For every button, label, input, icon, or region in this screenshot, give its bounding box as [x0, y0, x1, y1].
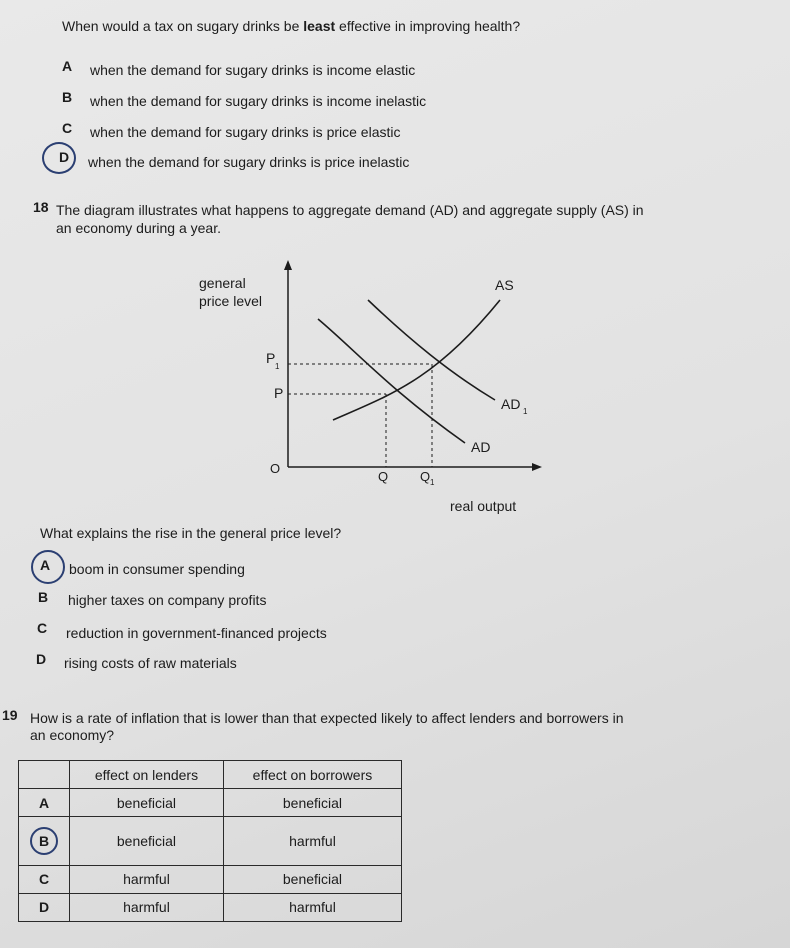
table-row[interactable] — [19, 865, 402, 893]
q17-option-d-letter[interactable]: D — [59, 149, 70, 165]
q18-option-b-text[interactable]: higher taxes on company profits — [68, 592, 267, 608]
table-row[interactable] — [19, 893, 402, 921]
q18-stem-line1: The diagram illustrates what happens to aggregate demand (AD) and aggregate supply (AS) in — [56, 202, 644, 218]
q17-option-b-letter[interactable]: B — [62, 89, 73, 105]
q18-option-c-text[interactable]: reduction in government-financed projects — [66, 625, 327, 641]
q18-option-b-letter[interactable]: B — [38, 589, 49, 605]
q17-option-a-text[interactable]: when the demand for sugary drinks is income elastic — [90, 62, 416, 78]
table-header-borrowers: effect on borrowers — [223, 761, 401, 789]
q19-stem-line2: an economy? — [30, 727, 115, 743]
row-letter[interactable]: C — [19, 865, 70, 893]
q18-option-c-letter[interactable]: C — [37, 620, 48, 636]
row-letter[interactable]: D — [19, 893, 70, 921]
row-lenders: harmful — [70, 865, 224, 893]
q18-option-a-letter[interactable]: A — [40, 557, 51, 573]
p1-label: P — [266, 350, 276, 366]
x-axis-arrowhead — [532, 463, 542, 471]
q17-option-b-text[interactable]: when the demand for sugary drinks is income inelastic — [90, 93, 427, 109]
table-header-corner — [19, 761, 70, 789]
p-label: P — [274, 385, 284, 401]
ad1-subscript: 1 — [523, 407, 528, 416]
row-lenders: harmful — [70, 893, 224, 921]
q19-answer-circle[interactable]: B — [30, 827, 58, 855]
row-lenders: beneficial — [70, 817, 224, 865]
q18-option-d-text[interactable]: rising costs of raw materials — [64, 655, 237, 671]
row-lenders: beneficial — [70, 789, 224, 817]
table-row[interactable] — [19, 789, 402, 817]
ad-as-diagram — [190, 255, 550, 520]
row-borrowers: beneficial — [223, 865, 401, 893]
q17-option-c-text[interactable]: when the demand for sugary drinks is price elastic — [90, 124, 401, 140]
q17-option-c-letter[interactable]: C — [62, 120, 73, 136]
y-axis-label-line2: price level — [199, 293, 263, 309]
row-letter[interactable] — [19, 817, 70, 865]
q18-option-d-letter[interactable]: D — [36, 651, 47, 667]
x-axis-label: real output — [450, 498, 517, 514]
q19-number: 19 — [2, 707, 18, 723]
q-label: Q — [378, 469, 389, 484]
row-borrowers: harmful — [223, 893, 401, 921]
y-axis-label-line1: general — [199, 275, 246, 291]
as-curve — [333, 300, 500, 420]
ad-curve — [318, 319, 465, 443]
ad1-label: AD — [501, 396, 521, 412]
p1-subscript: 1 — [275, 362, 280, 371]
q1-label: Q — [420, 469, 431, 484]
q17-option-d-text[interactable]: when the demand for sugary drinks is price inelastic — [88, 154, 410, 170]
row-letter[interactable]: A — [19, 789, 70, 817]
q17-stem: When would a tax on sugary drinks be least effective in improving health? — [62, 18, 521, 34]
q18-option-a-text[interactable]: boom in consumer spending — [69, 561, 245, 577]
table-row[interactable] — [19, 817, 402, 865]
y-axis-arrowhead — [284, 260, 292, 270]
q17-option-a-letter[interactable]: A — [62, 58, 73, 74]
table-header-row — [19, 761, 402, 789]
row-borrowers: harmful — [223, 817, 401, 865]
q19-stem-line1: How is a rate of inflation that is lower than that expected likely to affect lenders and borrowers in — [30, 710, 624, 726]
as-label: AS — [495, 277, 514, 293]
origin-label: O — [270, 461, 281, 476]
row-borrowers: beneficial — [223, 789, 401, 817]
q1-subscript: 1 — [430, 478, 435, 487]
q18-stem-line2: an economy during a year. — [56, 220, 221, 236]
q18-question: What explains the rise in the general price level? — [40, 525, 342, 541]
ad-label: AD — [471, 439, 491, 455]
table-header-lenders: effect on lenders — [70, 761, 224, 789]
q18-number: 18 — [33, 199, 49, 215]
q19-answer-table — [18, 760, 402, 922]
